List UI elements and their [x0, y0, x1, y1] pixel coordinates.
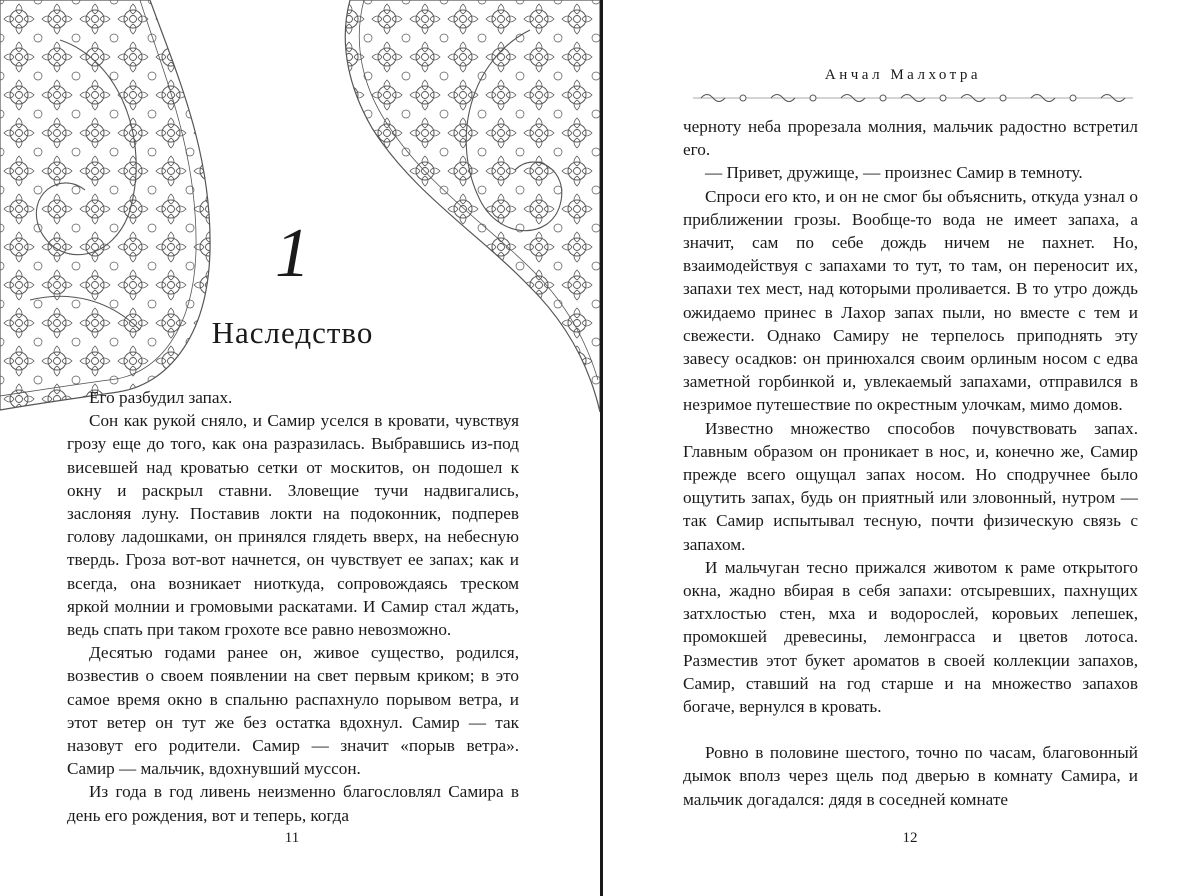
- paragraph: черноту неба прорезала молния, мальчик радостно встретил его.: [683, 117, 1138, 160]
- paragraph: Десятью годами ранее он, живое существо, родился, возвестив о своем появлении на свет первым криком; в это самое время окно в спальню распахнуло порывом ветра, и этот ветер он тут же без остатка вдохнул. Самир — так назовут его родители. Самир — значит «порыв ветра». Самир — мальчик, вдохнувший муссон.: [67, 643, 519, 779]
- page-number-right: 12: [902, 830, 918, 846]
- paragraph: Сон как рукой сняло, и Самир уселся в кровати, чувствуя грозу еще до того, как она разразилась. Выбравшись из-под висевшей над кроватью сетки от москитов, он подошел к окну и раскрыл ставни. Зловещие тучи надвигались, заслоняя луну. Поставив локти на подоконник, подперев голову ладошками, он принялся глядеть вверх, на небесную твердь. Гроза вот-вот начнется, он чувствует ее запах; как и всегда, она возникает ниоткуда, сопровождаясь треском яркой молнии и громовыми раскатами. И Самир стал ждать, ведь спать при таком грохоте все равно невозможно.: [67, 411, 519, 640]
- paragraph: И мальчуган тесно прижался животом к раме открытого окна, жадно вбирая в себя запахи: отсыревших, пахнущих затхлостью стен, мха и водорослей, коровьих лепешек, промокшей древесины, лемонграсса и цветов лотоса. Разместив этот букет ароматов в своей коллекции запахов, Самир, ставший на год старше и на множество запахов богаче, вернулся в кровать.: [683, 557, 1138, 717]
- paragraph: Ровно в половине шестого, точно по часам, благовонный дымок вполз через щель под дверью в комнату Самира, и мальчик догадался: дядя в соседней комнате: [683, 743, 1138, 809]
- paragraph: Известно множество способов почувствовать запах. Главным образом он проникает в нос, и, конечно же, Самир прежде всего ощущал запах носом. Но сподручнее было ощутить запах, будь он приятный или зловонный, нутром — так Самир испытывал тесную, почти физическую связь с запахом.: [683, 418, 1138, 554]
- chapter-title: Наследство: [211, 315, 374, 350]
- book-spine: [600, 0, 603, 896]
- chapter-number: 1: [275, 215, 310, 292]
- paragraph: Спроси его кто, и он не смог бы объяснить, откуда узнал о приближении грозы. Вообще-то вода не имеет запаха, а значит, сам по себе дождь ничем не пахнет. Но, взаимодействуя с запахами то тут, то там, он переносит их, запахи тех мест, над которыми проливается. В то утро дождь ожидаемо принес в Лахор запах пыли, но вместе с тем и свежести. Однако Самиру не терпелось приподнять эту завесу осадков: он принюхался своим орлиным носом с едва заметной горбинкой и, увлекаемый запахами, отправился в незримое путешествие по окрестным улочкам, мимо домов.: [683, 186, 1138, 415]
- running-head: Анчал Малхотра: [824, 67, 982, 83]
- paragraph: Из года в год ливень неизменно благословлял Самира в день его рождения, вот и теперь, когда: [67, 782, 519, 825]
- right-body-text: [683, 115, 1138, 811]
- running-head-rule-ornament-icon: [693, 91, 1133, 105]
- paragraph: Его разбудил запах.: [89, 388, 233, 407]
- left-page: [0, 0, 600, 896]
- page-number-left: 11: [284, 830, 300, 846]
- paragraph: — Привет, дружище, — произнес Самир в темноту.: [705, 163, 1083, 183]
- left-body-text: [67, 386, 519, 827]
